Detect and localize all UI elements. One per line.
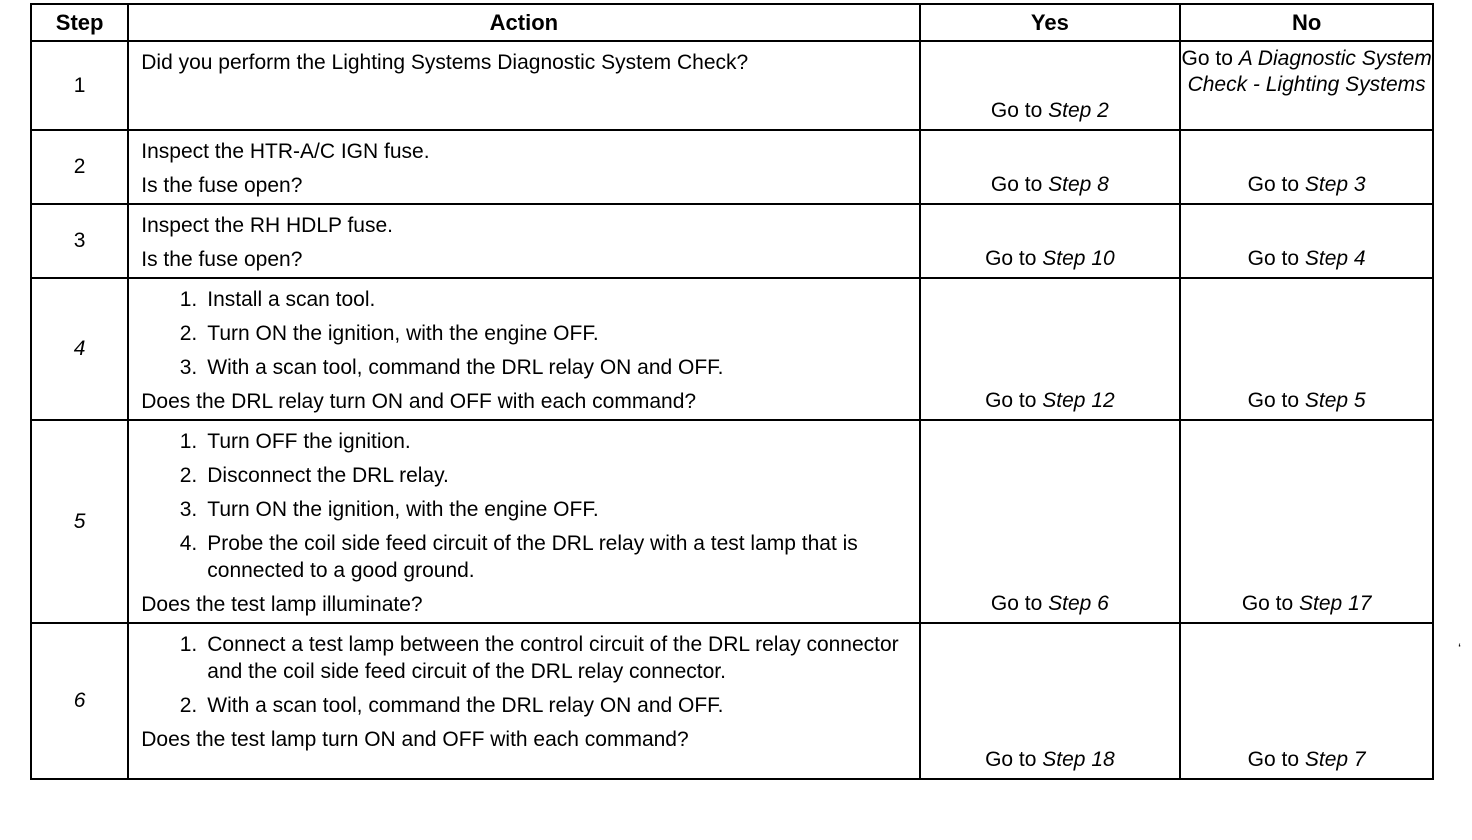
no-cell bbox=[1180, 204, 1433, 278]
item-text: Turn ON the ignition, with the engine OFF. bbox=[207, 322, 599, 345]
step-number: 6 bbox=[73, 689, 86, 712]
action-cell bbox=[128, 41, 919, 130]
action-question: Does the DRL relay turn ON and OFF with each command? bbox=[141, 390, 697, 413]
step-number: 4 bbox=[73, 337, 86, 360]
item-text: With a scan tool, command the DRL relay ON and OFF. bbox=[207, 356, 724, 379]
action-cell bbox=[128, 130, 919, 204]
action-item bbox=[141, 628, 908, 689]
no-cell bbox=[1180, 420, 1433, 623]
table-row bbox=[31, 204, 1433, 278]
item-text: Turn OFF the ignition. bbox=[207, 430, 411, 453]
action-item bbox=[141, 493, 908, 527]
item-number: 1. bbox=[179, 288, 198, 311]
no-target: A Diagnostic System Check - Lighting Systems bbox=[1187, 47, 1432, 96]
yes-prefix: Go to bbox=[985, 748, 1037, 771]
action-line: Inspect the HTR-A/C IGN fuse. bbox=[141, 140, 430, 163]
yes-cell bbox=[920, 278, 1181, 420]
item-number: 1. bbox=[179, 430, 198, 453]
no-cell bbox=[1180, 623, 1433, 779]
header-action: Action bbox=[128, 4, 919, 41]
header-yes: Yes bbox=[920, 4, 1181, 41]
table-row bbox=[31, 41, 1433, 130]
step-cell bbox=[31, 41, 128, 130]
action-item bbox=[141, 283, 908, 317]
yes-target: Step 2 bbox=[1048, 99, 1109, 122]
no-prefix: Go to bbox=[1247, 173, 1300, 196]
diagnostic-table bbox=[30, 3, 1434, 780]
no-cell bbox=[1180, 130, 1433, 204]
step-cell bbox=[31, 623, 128, 779]
no-prefix: Go to bbox=[1247, 389, 1300, 412]
item-number: 2. bbox=[179, 322, 198, 345]
action-question: Does the test lamp illuminate? bbox=[141, 593, 423, 616]
action-item bbox=[141, 351, 908, 385]
yes-prefix: Go to bbox=[985, 247, 1037, 270]
step-number: 1 bbox=[73, 73, 86, 97]
yes-target: Step 12 bbox=[1042, 389, 1115, 412]
yes-prefix: Go to bbox=[990, 592, 1043, 615]
action-cell bbox=[128, 278, 919, 420]
no-prefix: Go to bbox=[1247, 748, 1300, 771]
action-line: Inspect the RH HDLP fuse. bbox=[141, 214, 393, 237]
yes-prefix: Go to bbox=[985, 389, 1037, 412]
action-item bbox=[141, 689, 908, 723]
step-number: 3 bbox=[73, 229, 86, 252]
step-cell bbox=[31, 278, 128, 420]
yes-prefix: Go to bbox=[990, 99, 1043, 122]
action-cell bbox=[128, 623, 919, 779]
no-prefix: Go to bbox=[1247, 247, 1300, 270]
yes-target: Step 10 bbox=[1042, 247, 1115, 270]
action-item bbox=[141, 317, 908, 351]
table-row bbox=[31, 623, 1433, 779]
no-target: Step 17 bbox=[1299, 592, 1372, 615]
table-row bbox=[31, 278, 1433, 420]
table-row bbox=[31, 420, 1433, 623]
margin-mark: ‘ bbox=[1458, 640, 1462, 656]
yes-cell bbox=[920, 41, 1181, 130]
no-target: Step 4 bbox=[1304, 247, 1366, 270]
table-row bbox=[31, 130, 1433, 204]
yes-target: Step 18 bbox=[1042, 748, 1115, 771]
item-number: 1. bbox=[179, 633, 198, 656]
yes-target: Step 8 bbox=[1048, 173, 1109, 196]
header-step: Step bbox=[31, 4, 128, 41]
item-number: 4. bbox=[179, 532, 198, 555]
item-number: 2. bbox=[179, 694, 198, 717]
yes-cell bbox=[920, 204, 1181, 278]
no-prefix: Go to bbox=[1181, 47, 1233, 70]
no-prefix: Go to bbox=[1241, 592, 1294, 615]
item-text: With a scan tool, command the DRL relay ON and OFF. bbox=[207, 694, 724, 717]
yes-cell bbox=[920, 130, 1181, 204]
action-question: Is the fuse open? bbox=[141, 174, 303, 197]
no-target: Step 5 bbox=[1304, 389, 1366, 412]
action-item bbox=[141, 459, 908, 493]
item-number: 2. bbox=[179, 464, 198, 487]
action-cell bbox=[128, 204, 919, 278]
no-cell bbox=[1180, 41, 1433, 130]
step-number: 5 bbox=[73, 509, 86, 533]
yes-target: Step 6 bbox=[1048, 592, 1109, 615]
action-item bbox=[141, 425, 908, 459]
no-target: Step 3 bbox=[1304, 173, 1366, 196]
yes-cell bbox=[920, 420, 1181, 623]
action-cell bbox=[128, 420, 919, 623]
item-number: 3. bbox=[179, 498, 198, 521]
action-item bbox=[141, 527, 908, 588]
item-text: Connect a test lamp between the control circuit of the DRL relay connector and the coil side feed circuit of the DRL relay connector. bbox=[207, 633, 899, 683]
item-text: Turn ON the ignition, with the engine OFF. bbox=[207, 498, 599, 521]
yes-cell bbox=[920, 623, 1181, 779]
action-question: Is the fuse open? bbox=[141, 248, 303, 271]
step-cell bbox=[31, 420, 128, 623]
item-text: Disconnect the DRL relay. bbox=[207, 464, 449, 487]
header-no: No bbox=[1180, 4, 1433, 41]
step-number: 2 bbox=[73, 155, 86, 178]
no-target: Step 7 bbox=[1304, 748, 1366, 771]
item-text: Probe the coil side feed circuit of the DRL relay with a test lamp that is connected to a good ground. bbox=[207, 532, 858, 582]
item-text: Install a scan tool. bbox=[207, 288, 376, 311]
step-cell bbox=[31, 204, 128, 278]
header-row bbox=[31, 4, 1433, 41]
step-cell bbox=[31, 130, 128, 204]
no-cell bbox=[1180, 278, 1433, 420]
action-question: Does the test lamp turn ON and OFF with each command? bbox=[141, 728, 689, 751]
item-number: 3. bbox=[179, 356, 198, 379]
action-line: Did you perform the Lighting Systems Diagnostic System Check? bbox=[141, 51, 749, 74]
yes-prefix: Go to bbox=[990, 173, 1043, 196]
